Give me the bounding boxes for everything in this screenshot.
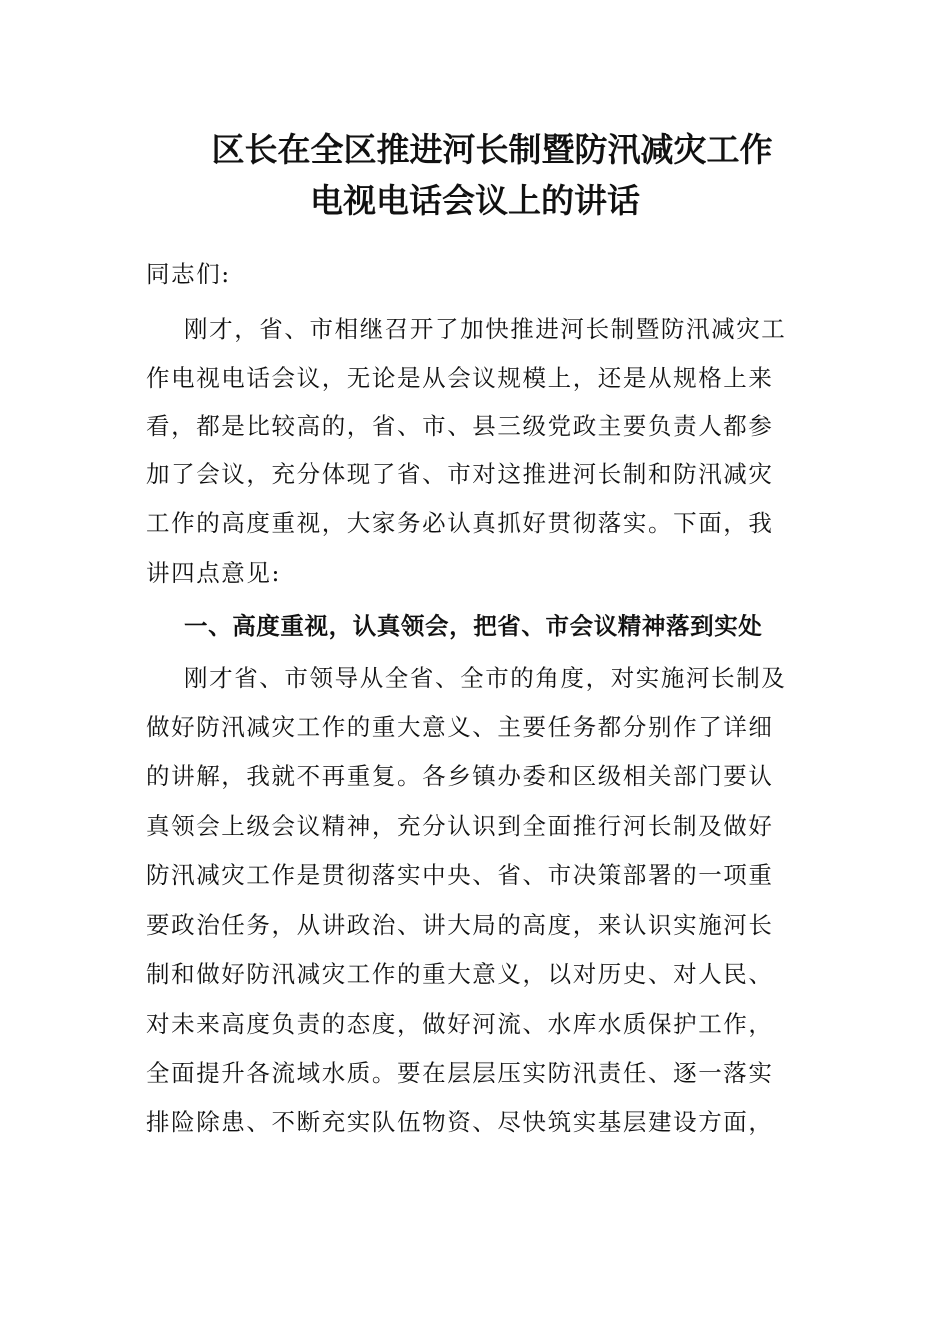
paragraph-2-line: 刚才省、市领导从全省、全市的角度，对实施河长制及 <box>184 664 787 692</box>
paragraph-2-line: 防汛减灾工作是贯彻落实中央、省、市决策部署的一项重 <box>146 861 774 889</box>
paragraph-1-line: 加了会议，充分体现了省、市对这推进河长制和防汛减灾 <box>146 460 774 488</box>
salutation: 同志们: <box>146 260 231 288</box>
document-title-line-2: 电视电话会议上的讲话 <box>310 181 640 220</box>
paragraph-2-line: 真领会上级会议精神，充分认识到全面推行河长制及做好 <box>146 812 774 840</box>
paragraph-1-line: 作电视电话会议，无论是从会议规模上，还是从规格上来 <box>146 364 774 392</box>
paragraph-2-line: 要政治任务，从讲政治、讲大局的高度，来认识实施河长 <box>146 911 774 939</box>
paragraph-2-line: 对未来高度负责的态度，做好河流、水库水质保护工作， <box>146 1010 774 1038</box>
paragraph-2-line: 制和做好防汛减灾工作的重大意义，以对历史、对人民、 <box>146 960 774 988</box>
paragraph-2-line: 排险除患、不断充实队伍物资、尽快筑实基层建设方面， <box>146 1108 774 1136</box>
document-title-line-1: 区长在全区推进河长制暨防汛减灾工作 <box>211 130 773 169</box>
paragraph-2-line: 的讲解，我就不再重复。各乡镇办委和区级相关部门要认 <box>146 762 774 790</box>
paragraph-2-line: 全面提升各流域水质。要在层层压实防汛责任、逐一落实 <box>146 1059 774 1087</box>
section-heading-1: 一、高度重视，认真领会，把省、市会议精神落到实处 <box>184 612 763 640</box>
paragraph-1-line: 讲四点意见: <box>146 559 282 587</box>
paragraph-1-line: 刚才，省、市相继召开了加快推进河长制暨防汛减灾工 <box>184 315 787 343</box>
paragraph-1-line: 工作的高度重视，大家务必认真抓好贯彻落实。下面，我 <box>146 509 774 537</box>
paragraph-2-line: 做好防汛减灾工作的重大意义、主要任务都分别作了详细 <box>146 713 774 741</box>
paragraph-1-line: 看，都是比较高的，省、市、县三级党政主要负责人都参 <box>146 412 774 440</box>
